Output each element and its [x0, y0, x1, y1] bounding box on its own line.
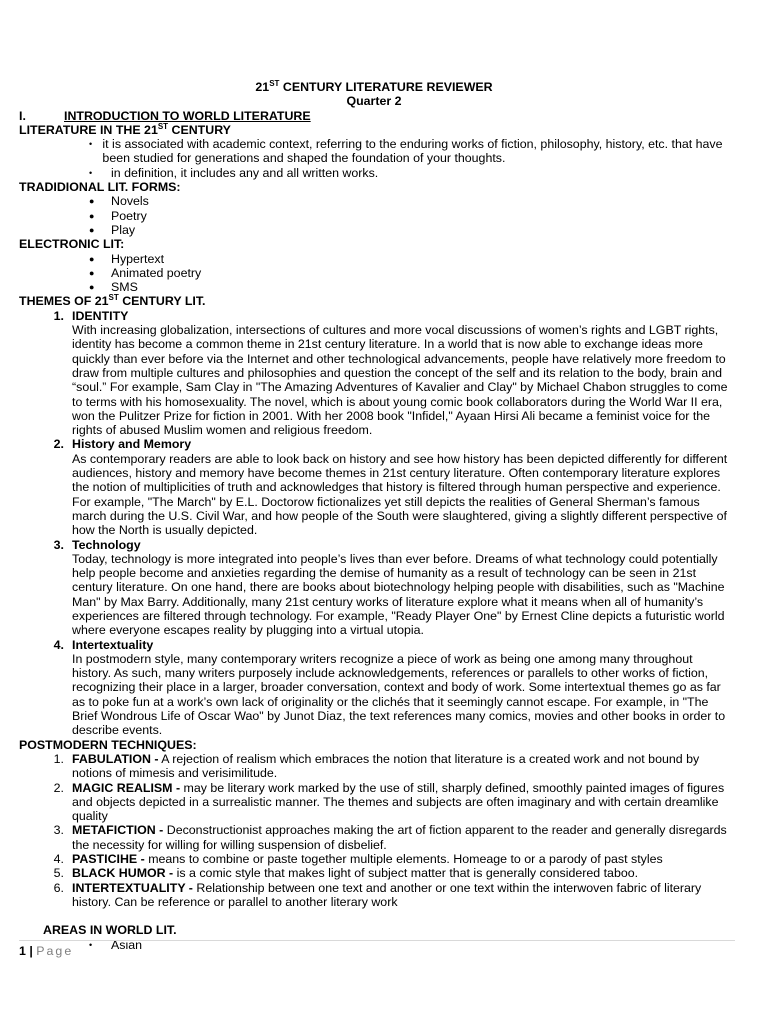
- technique-item: 3. METAFICTION - Deconstructionist approaches making the art of fiction apparent to the reader and generally disregards the necessity for willing for willing suspension of disbelief.: [53, 823, 727, 852]
- list-item: • in definition, it includes any and all written works.: [89, 165, 379, 180]
- technique-item: 6. INTERTEXTUALITY - Relationship between one text and another or one text within the interwoven fabric of literary history. Can be reference or parallel to another literary work: [53, 880, 702, 909]
- electronic-list: [19, 252, 729, 295]
- page-label: Page: [36, 944, 74, 958]
- heading-electronic: ELECTRONIC LIT:: [19, 237, 125, 252]
- bullet-icon: •: [89, 139, 93, 150]
- page-separator: |: [29, 944, 33, 958]
- theme-body: In postmodern style, many contemporary writers recognize a piece of work as being one among many throughout history. As such, many writers purposely include acknowledgements, references or parallels to other works of fiction, recognizing their place in a larger, broader conversation, context and body of work. Some intertextual themes go as far as to poke fun at a work’s own lack of originality or the clichés that it seemingly cannot escape. For example, in "The Brief Wondrous Life of Oscar Wao" by Junot Diaz, the text references many comics, movies and other books in order to describe events.: [72, 651, 726, 738]
- heading-postmodern: POSTMODERN TECHNIQUES:: [19, 737, 197, 752]
- bullet-icon: •: [89, 939, 93, 950]
- doc-subtitle: Quarter 2: [346, 94, 402, 109]
- list-item: ● SMS: [89, 280, 138, 295]
- theme-title: Technology: [72, 537, 141, 552]
- footer-rule: [19, 940, 735, 941]
- theme-title: History and Memory: [72, 437, 192, 452]
- theme-title: Intertextuality: [72, 637, 154, 652]
- bullet-icon: ●: [89, 210, 95, 221]
- bullet-icon: ●: [89, 282, 95, 293]
- list-item: ● Novels: [89, 194, 149, 209]
- technique-item: 5. BLACK HUMOR - is a comic style that makes light of subject matter that is generally considered taboo.: [53, 866, 639, 881]
- heading-intro: [19, 109, 729, 123]
- bullet-icon: •: [89, 167, 93, 178]
- themes-list: [19, 309, 729, 738]
- bullet-icon: ●: [89, 196, 95, 207]
- theme-body: As contemporary readers are able to look back on history and see how history has been depicted differently for different audiences, history and memory have become themes in 21st century literature. Often contemporary literature explores the notion of multiplicities of truth and acknowledges that history is filtered through human perspective and experience. For example, "The March" by E.L. Doctorow fictionalizes yet still depicts the realities of General Sherman’s famous march during the U.S. Civil War, and how people of the South were slaughtered, giving a slightly different perspective of how the North is usually depicted.: [72, 451, 728, 538]
- list-item: ● Animated poetry: [89, 265, 202, 280]
- postmodern-list: [19, 752, 729, 909]
- heading-traditional: TRADIDIONAL LIT. FORMS:: [19, 180, 181, 195]
- theme-body: Today, technology is more integrated into people’s lives than ever before. Dreams of what technology could potentially help people become and anxieties regarding the demise of humanity as a result of technology can be seen in 21st century literature. On one hand, there are books about biotechnology helping people with disabilities, such as "Machine Man" by Max Barry. Additionally, many 21st century works of literature explore what it means when all of humanity’s experiences are filtered through technology. For example, "Ready Player One" by Ernest Cline depicts a futuristic world where everyone escapes reality by plugging into a virtual utopia.: [72, 551, 725, 638]
- theme-item: 1. IDENTITY With increasing globalization, intersections of cultures and more vocal discussions of women’s rights and LGBT rights, identity has become a common theme in 21st century literature. In a world that is now able to exchange ideas more quickly than ever before via the Internet and other technological advancements, people have relatively more freedom to draw from multiple cultures and philosophies and question the concept of the self and its relation to the body, brain and “soul.” For example, Sam Clay in "The Amazing Adventures of Kavalier and Clay" by Michael Chabon struggles to come to terms with his homosexuality. The novel, which is about young comic book collaborators during the World War II era, won the Pulitzer Prize for fiction in 2001. With her 2008 book "Infidel," Ayaan Hirsi Ali became a feminist voice for the rights of abused Muslim women and religious freedom.: [53, 308, 728, 438]
- theme-body: With increasing globalization, intersections of cultures and more vocal discussions of women’s rights and LGBT rights, identity has become a common theme in 21st century literature. In a world that is now able to exchange ideas more quickly than ever before via the Internet and other technological advancements, people have relatively more freedom to draw from multiple cultures and philosophies and question the concept of the self and its relation to the body, brain and “soul.” For example, Sam Clay in "The Amazing Adventures of Kavalier and Clay" by Michael Chabon struggles to come to terms with his homosexuality. The novel, which is about young comic book collaborators during the World War II era, won the Pulitzer Prize for fiction in 2001. With her 2008 book "Infidel," Ayaan Hirsi Ali became a feminist voice for the rights of abused Muslim women and religious freedom.: [72, 323, 728, 438]
- list-item: • Asian: [89, 937, 142, 952]
- theme-item: 4. Intertextuality In postmodern style, many contemporary writers recognize a piece of work as being one among many throughout history. As such, many writers purposely include acknowledgements, references or parallels to other works of fiction, recognizing their place in a larger, broader conversation, context and body of work. Some intertextual themes go as far as to poke fun at a work’s own lack of originality or the clichés that it seemingly cannot escape. For example, in "The Brief Wondrous Life of Oscar Wao" by Junot Diaz, the text references many comics, movies and other books in order to describe events.: [19, 638, 729, 738]
- theme-title: IDENTITY: [72, 308, 129, 323]
- heading-intro-num: I.: [19, 108, 26, 123]
- bullet-icon: ●: [89, 267, 95, 278]
- list-item: ● Hypertext: [89, 251, 165, 266]
- document-content: [19, 80, 729, 952]
- list-item: ● Poetry: [89, 208, 147, 223]
- theme-item: 2. History and Memory As contemporary readers are able to look back on history and see how history has been depicted differently for different audiences, history and memory have become themes in 21st century literature. Often contemporary literature explores the notion of multiplicities of truth and acknowledges that history is filtered through human perspective and experience. For example, "The March" by E.L. Doctorow fictionalizes yet still depicts the realities of General Sherman’s famous march during the U.S. Civil War, and how people of the South were slaughtered, giving a slightly different perspective of how the North is usually depicted.: [53, 437, 728, 538]
- heading-areas: AREAS IN WORLD LIT.: [43, 923, 177, 938]
- traditional-list: [19, 194, 729, 237]
- page-footer: [19, 944, 73, 958]
- technique-item: 2. MAGIC REALISM - may be literary work marked by the use of still, sharply defined, smoothly painted images of figures and objects depicted in a surrealistic manner. The themes and subjects are often imaginary and with certain dreamlike quality: [53, 780, 725, 824]
- heading-intro-text: INTRODUCTION TO WORLD LITERATURE: [64, 108, 311, 123]
- list-item: • it is associated with academic context, referring to the enduring works of fiction, philosophy, history, etc. that have been studied for generations and shaped the foundation of your thoughts.: [89, 137, 723, 166]
- heading-themes: THEMES OF 21ST CENTURY LIT.: [19, 293, 206, 309]
- bullet-icon: ●: [89, 224, 95, 235]
- bullet-icon: ●: [89, 253, 95, 264]
- list-item: ● Play: [89, 222, 136, 237]
- theme-item: 3. Technology Today, technology is more integrated into people’s lives than ever before. Dreams of what technology could potentially help people become and anxieties regarding the demise of humanity as a result of technology can be seen in 21st century literature. On one hand, there are books about biotechnology helping people with disabilities, such as "Machine Man" by Max Barry. Additionally, many 21st century works of literature explore what it means when all of humanity’s experiences are filtered through technology. For example, "Ready Player One" by Ernest Cline depicts a futuristic world where everyone escapes reality by plugging into a virtual utopia.: [19, 538, 729, 638]
- technique-item: 1. FABULATION - A rejection of realism which embraces the notion that literature is a created work and not bound by notions of mimesis and verisimilitude.: [53, 751, 700, 781]
- page-number: 1: [19, 944, 26, 958]
- heading-lit21: LITERATURE IN THE 21ST CENTURY: [19, 121, 231, 137]
- technique-item: 4. PASTICIHE - means to combine or paste together multiple elements. Homeage to or a parody of past styles: [53, 852, 663, 867]
- lit21-list: [19, 137, 729, 180]
- doc-title: 21ST CENTURY LITERATURE REVIEWER: [255, 78, 493, 94]
